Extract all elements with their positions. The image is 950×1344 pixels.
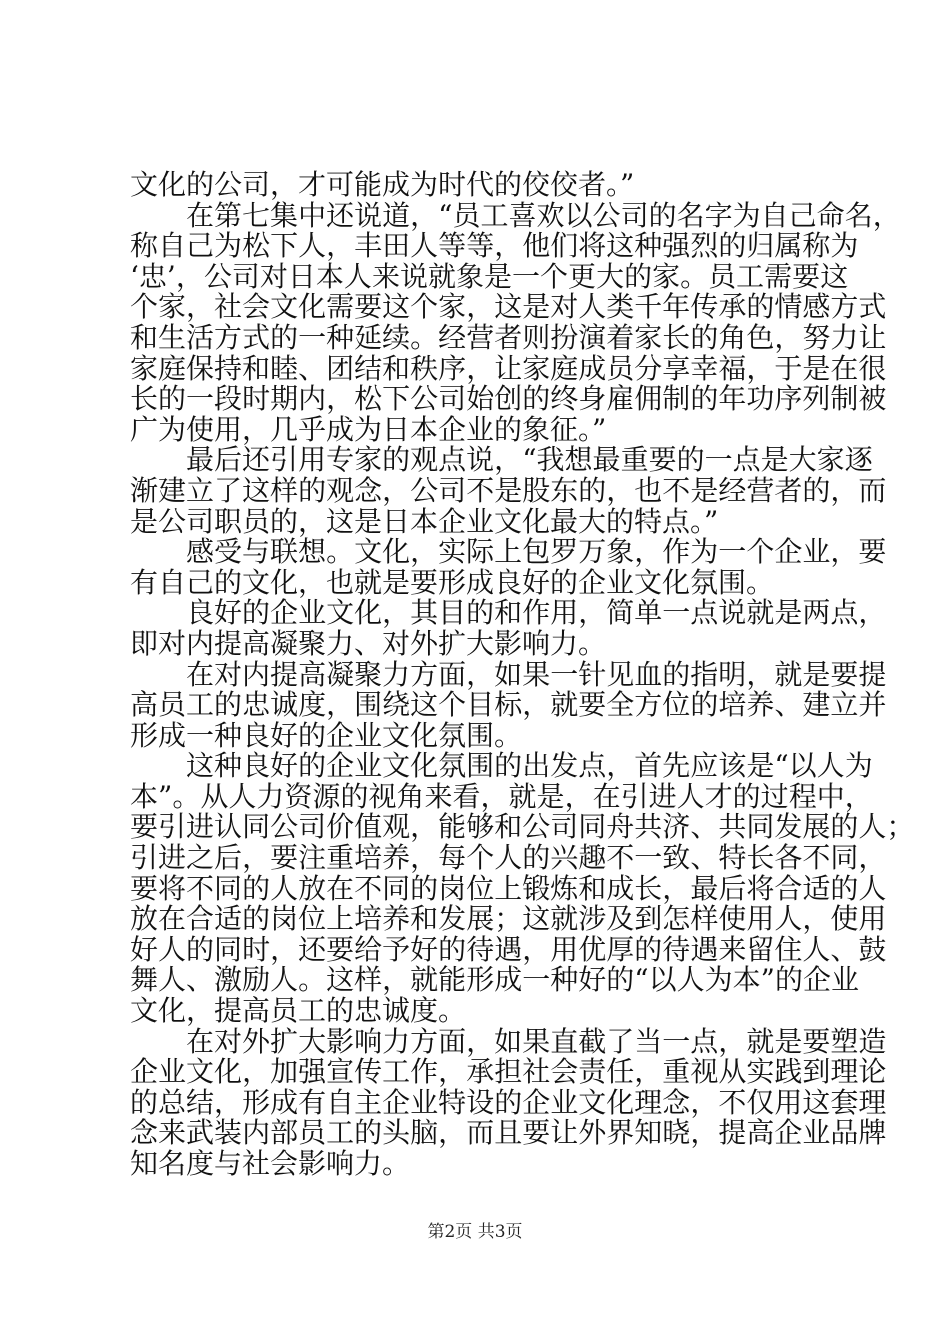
text-line: 本 ” 。 从 人 力 资 源 的 视 角 来 看 ， 就 是 ， 在 引 进 人 才 的 过 程 中 ， xyxy=(130,779,873,813)
text-line: 最 后 还 引 用 专 家 的 观 点 说 ， “ 我 想 最 重 要 的 一 点 是 大 家 逐 xyxy=(186,443,873,477)
text-line: 要 引 进 认 同 公 司 价 值 观 ， 能 够 和 公 司 同 舟 共 济 、 共 同 发 展 的 人 ； xyxy=(130,810,915,844)
text-line: 称 自 己 为 松 下 人 ， 丰 田 人 等 等 ， 他 们 将 这 种 强 烈 的 归 属 称 为 xyxy=(130,229,859,263)
text-line: 念 来 武 装 内 部 员 工 的 头 脑 ， 而 且 要 让 外 界 知 晓 ， 提 高 企 业 品 牌 xyxy=(130,1116,887,1150)
text-line: 和 生 活 方 式 的 一 种 延 续 。 经 营 者 则 扮 演 着 家 长 的 角 色 ， 努 力 让 xyxy=(130,320,887,354)
text-line: ‘ 忠 ’ ， 公 司 对 日 本 人 来 说 就 象 是 一 个 更 大 的 家 。 员 工 需 要 这 xyxy=(130,259,849,293)
text-line: 感 受 与 联 想 。 文 化 ， 实 际 上 包 罗 万 象 ， 作 为 一 个 企 业 ， 要 xyxy=(186,535,887,569)
page-footer: 第2页 共3页 xyxy=(427,1222,523,1242)
text-line: 个 家 ， 社 会 文 化 需 要 这 个 家 ， 这 是 对 人 类 千 年 传 承 的 情 感 方 式 xyxy=(130,290,887,324)
text-line: 放 在 合 适 的 岗 位 上 培 养 和 发 展 ； 这 就 涉 及 到 怎 样 使 用 人 ， 使 用 xyxy=(130,902,887,936)
text-line: 高 员 工 的 忠 诚 度 ， 围 绕 这 个 目 标 ， 就 要 全 方 位 的 培 养 、 建 立 并 xyxy=(130,688,887,722)
text-line: 这 种 良 好 的 企 业 文 化 氛 围 的 出 发 点 ， 首 先 应 该 是 “ 以 人 为 xyxy=(186,749,873,783)
text-line: 是公司职员的，这是日本企业文化最大的特点。” xyxy=(130,504,719,538)
text-line: 舞 人 、 激 励 人 。 这 样 ， 就 能 形 成 一 种 好 的 “ 以 人 为 本 ” 的 企 业 xyxy=(130,963,860,997)
text-line: 知名度与社会影响力。 xyxy=(130,1147,411,1180)
text-line: 在 第 七 集 中 还 说 道 ， “ 员 工 喜 欢 以 公 司 的 名 字 为 自 己 命 名 ， xyxy=(186,198,901,232)
text-line: 在 对 外 扩 大 影 响 力 方 面 ， 如 果 直 截 了 当 一 点 ， 就 是 要 塑 造 xyxy=(186,1024,887,1058)
text-line: 要 将 不 同 的 人 放 在 不 同 的 岗 位 上 锻 炼 和 成 长 ， 最 后 将 合 适 的 人 xyxy=(130,871,887,905)
text-line: 形成一种良好的企业文化氛围。 xyxy=(130,718,523,752)
text-line: 家 庭 保 持 和 睦 、 团 结 和 秩 序 ， 让 家 庭 成 员 分 享 幸 福 ， 于 是 在 很 xyxy=(130,351,887,385)
text-line: 企 业 文 化 ， 加 强 宣 传 工 作 ， 承 担 社 会 责 任 ， 重 视 从 实 践 到 理 论 xyxy=(130,1055,887,1089)
text-line: 有自己的文化，也就是要形成良好的企业文化氛围。 xyxy=(130,565,775,599)
text-line: 在 对 内 提 高 凝 聚 力 方 面 ， 如 果 一 针 见 血 的 指 明 ， 就 是 要 提 xyxy=(186,657,887,691)
text-line: 即对内提高凝聚力、对外扩大影响力。 xyxy=(130,626,607,660)
text-line: 良 好 的 企 业 文 化 ， 其 目 的 和 作 用 ， 简 单 一 点 说 就 是 两 点 ， xyxy=(186,596,887,630)
text-line: 引 进 之 后 ， 要 注 重 培 养 ， 每 个 人 的 兴 趣 不 一 致 、 特 长 各 不 同 ， xyxy=(130,841,887,875)
text-line: 的 总 结 ， 形 成 有 自 主 企 业 特 设 的 企 业 文 化 理 念 ， 不 仅 用 这 套 理 xyxy=(130,1085,887,1119)
text-line: 长 的 一 段 时 期 内 ， 松 下 公 司 始 创 的 终 身 雇 佣 制 的 年 功 序 列 制 被 xyxy=(130,382,887,416)
text-line: 好 人 的 同 时 ， 还 要 给 予 好 的 待 遇 ， 用 优 厚 的 待 遇 来 留 住 人 、 鼓 xyxy=(130,932,887,966)
text-line: 渐 建 立 了 这 样 的 观 念 ， 公 司 不 是 股 东 的 ， 也 不 是 经 营 者 的 ， 而 xyxy=(130,473,887,507)
document-body xyxy=(130,168,915,1180)
text-line: 广为使用，几乎成为日本企业的象征。” xyxy=(130,412,607,446)
text-line: 文化，提高员工的忠诚度。 xyxy=(130,994,467,1028)
text-line: 文化的公司，才可能成为时代的佼佼者。” xyxy=(130,168,635,201)
